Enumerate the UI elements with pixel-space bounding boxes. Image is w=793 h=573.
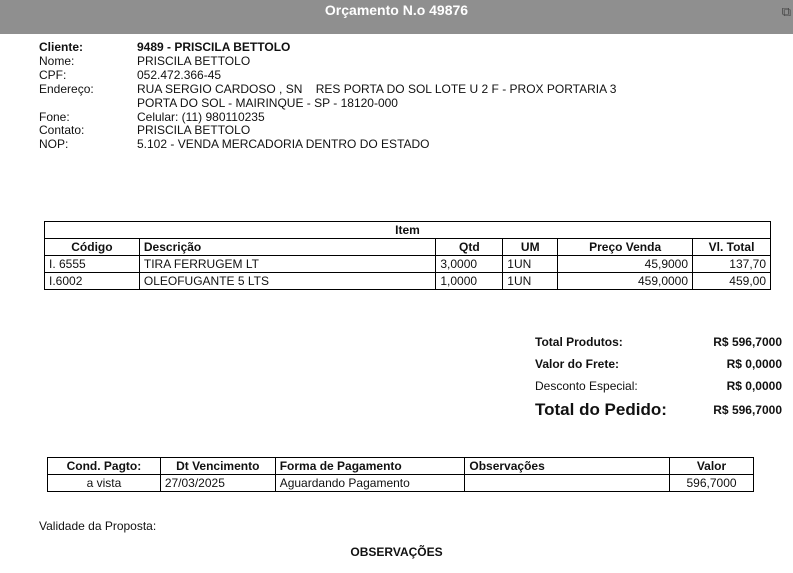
address-line2-value: PORTA DO SOL - MAIRINQUE - SP - 18120-000 [137, 95, 398, 110]
page-title: Orçamento N.o 49876 [324, 2, 469, 18]
payment-table [47, 457, 754, 492]
items-caption: Item [45, 222, 771, 239]
payment-header-row [48, 458, 754, 475]
cell-codigo: I. 6555 [45, 256, 140, 273]
table-row [48, 475, 754, 492]
table-row [45, 273, 771, 290]
cell-dt-vencimento: 27/03/2025 [160, 475, 275, 492]
desconto-value: R$ 0,0000 [726, 379, 782, 393]
contact-row [39, 124, 616, 138]
items-table [44, 221, 771, 290]
cell-total: 459,00 [693, 273, 771, 290]
total-produtos-value: R$ 596,7000 [713, 335, 782, 349]
col-qtd: Qtd [436, 239, 503, 256]
frete-label: Valor do Frete: [535, 357, 620, 371]
address-label: Endereço: [39, 81, 94, 96]
cell-descricao: OLEOFUGANTE 5 LTS [139, 273, 435, 290]
address-row [39, 83, 616, 97]
col-observacoes: Observações [465, 458, 670, 475]
cell-preco: 459,0000 [558, 273, 693, 290]
cell-codigo: I.6002 [45, 273, 140, 290]
phone-row [39, 111, 616, 125]
client-label: Cliente: [39, 40, 84, 54]
nop-value: 5.102 - VENDA MERCADORIA DENTRO DO ESTADO [137, 137, 430, 152]
total-produtos-label: Total Produtos: [535, 335, 623, 349]
address-value: RUA SERGIO CARDOSO , SN RES PORTA DO SOL LOTE U 2 F - PROX PORTARIA 3 [137, 81, 617, 96]
phone-label: Fone: [39, 109, 70, 124]
cell-valor: 596,7000 [670, 475, 754, 492]
nop-label: NOP: [39, 137, 69, 152]
client-value: 9489 - PRISCILA BETTOLO [137, 40, 291, 54]
col-um: UM [503, 239, 558, 256]
cell-forma-pagamento: Aguardando Pagamento [275, 475, 465, 492]
client-row [39, 41, 616, 55]
total-pedido-value: R$ 596,7000 [713, 403, 782, 417]
address-line2-row [39, 97, 616, 111]
total-pedido-row [535, 397, 782, 423]
name-label: Nome: [39, 53, 75, 68]
col-valor: Valor [670, 458, 754, 475]
cpf-value: 052.472.366-45 [137, 67, 222, 82]
phone-value: Celular: (11) 980110235 [137, 109, 265, 124]
frete-value: R$ 0,0000 [726, 357, 782, 371]
frete-row [535, 353, 782, 375]
nop-row [39, 138, 616, 152]
contact-label: Contato: [39, 123, 85, 138]
address-line2-label [39, 97, 137, 111]
items-caption-row [45, 222, 771, 239]
col-codigo: Código [45, 239, 140, 256]
table-row [45, 256, 771, 273]
col-cond-pagto: Cond. Pagto: [48, 458, 161, 475]
col-dt-vencimento: Dt Vencimento [160, 458, 275, 475]
col-total: Vl. Total [693, 239, 771, 256]
col-preco: Preço Venda [558, 239, 693, 256]
totals-block [535, 331, 782, 423]
col-forma-pagamento: Forma de Pagamento [275, 458, 465, 475]
cell-cond-pagto: a vista [48, 475, 161, 492]
validade-label: Validade da Proposta: [39, 519, 157, 533]
client-info [39, 41, 616, 152]
cell-qtd: 3,0000 [436, 256, 503, 273]
desconto-row [535, 375, 782, 397]
col-descricao: Descrição [139, 239, 435, 256]
name-value: PRISCILA BETTOLO [137, 53, 251, 68]
cell-total: 137,70 [693, 256, 771, 273]
cpf-label: CPF: [39, 67, 67, 82]
cell-observacoes [465, 475, 670, 492]
cell-um: 1UN [503, 273, 558, 290]
title-bar [0, 0, 793, 34]
total-pedido-label: Total do Pedido: [535, 400, 667, 419]
observacoes-heading: OBSERVAÇÕES [350, 545, 443, 559]
total-produtos-row [535, 331, 782, 353]
expand-icon[interactable]: ⧉ [781, 4, 791, 19]
cell-qtd: 1,0000 [436, 273, 503, 290]
cell-descricao: TIRA FERRUGEM LT [139, 256, 435, 273]
items-header-row [45, 239, 771, 256]
cpf-row [39, 69, 616, 83]
name-row [39, 55, 616, 69]
desconto-label: Desconto Especial: [535, 379, 638, 393]
contact-value: PRISCILA BETTOLO [137, 123, 251, 138]
cell-preco: 45,9000 [558, 256, 693, 273]
cell-um: 1UN [503, 256, 558, 273]
